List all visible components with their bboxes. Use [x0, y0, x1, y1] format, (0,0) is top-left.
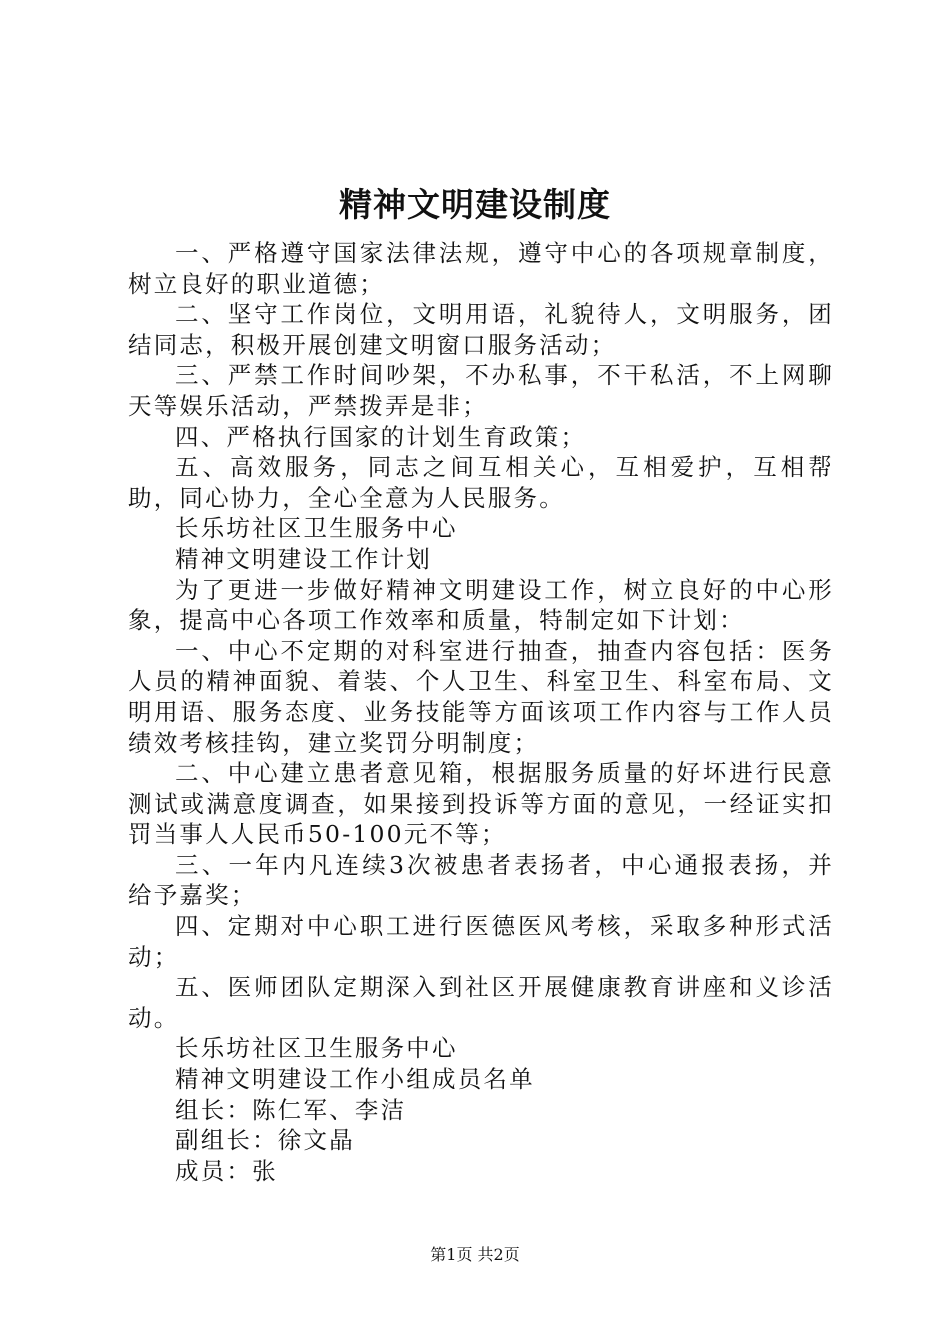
section-heading: 精神文明建设工作计划	[175, 544, 432, 573]
section-heading: 精神文明建设工作小组成员名单	[175, 1065, 535, 1094]
member-line: 成员：张	[175, 1156, 278, 1185]
paragraph: 一、严格遵守国家法律法规，遵守中心的各项规章制度，树立良好的职业道德；	[128, 239, 834, 298]
organization-name: 长乐坊社区卫生服务中心	[175, 514, 458, 543]
paragraph: 为了更进一步做好精神文明建设工作，树立良好的中心形象，提高中心各项工作效率和质量，特制定如下计划：	[128, 575, 834, 635]
paragraph: 三、一年内凡连续3次被患者表扬者，中心通报表扬，并给予嘉奖；	[128, 850, 834, 910]
organization-name: 长乐坊社区卫生服务中心	[175, 1034, 458, 1063]
paragraph: 二、坚守工作岗位，文明用语，礼貌待人，文明服务，团结同志，积极开展创建文明窗口服务活动；	[128, 300, 834, 359]
document-title: 精神文明建设制度	[339, 185, 611, 224]
paragraph: 五、高效服务，同志之间互相关心，互相爱护，互相帮助，同心协力，全心全意为人民服务。	[128, 453, 834, 512]
paragraph: 五、医师团队定期深入到社区开展健康教育讲座和义诊活动。	[128, 973, 834, 1032]
paragraph: 一、中心不定期的对科室进行抽查，抽查内容包括：医务人员的精神面貌、着装、个人卫生、科室卫生、科室布局、文明用语、服务态度、业务技能等方面该项工作内容与工作人员绩效考核挂钩，建立奖罚分明制度；	[128, 636, 834, 757]
member-line: 副组长：徐文晶	[175, 1126, 355, 1155]
paragraph: 二、中心建立患者意见箱，根据服务质量的好坏进行民意测试或满意度调查，如果接到投诉等方面的意见，一经证实扣罚当事人人民币50-100元不等；	[128, 759, 834, 849]
member-line: 组长：陈仁军、李洁	[175, 1095, 407, 1124]
paragraph: 三、严禁工作时间吵架，不办私事，不干私活，不上网聊天等娱乐活动，严禁拨弄是非；	[128, 361, 834, 420]
page-footer: 第1页 共2页	[430, 1245, 520, 1264]
paragraph: 四、定期对中心职工进行医德医风考核，采取多种形式活动；	[128, 912, 834, 971]
document-body	[128, 238, 834, 1186]
paragraph: 四、严格执行国家的计划生育政策；	[175, 422, 587, 451]
